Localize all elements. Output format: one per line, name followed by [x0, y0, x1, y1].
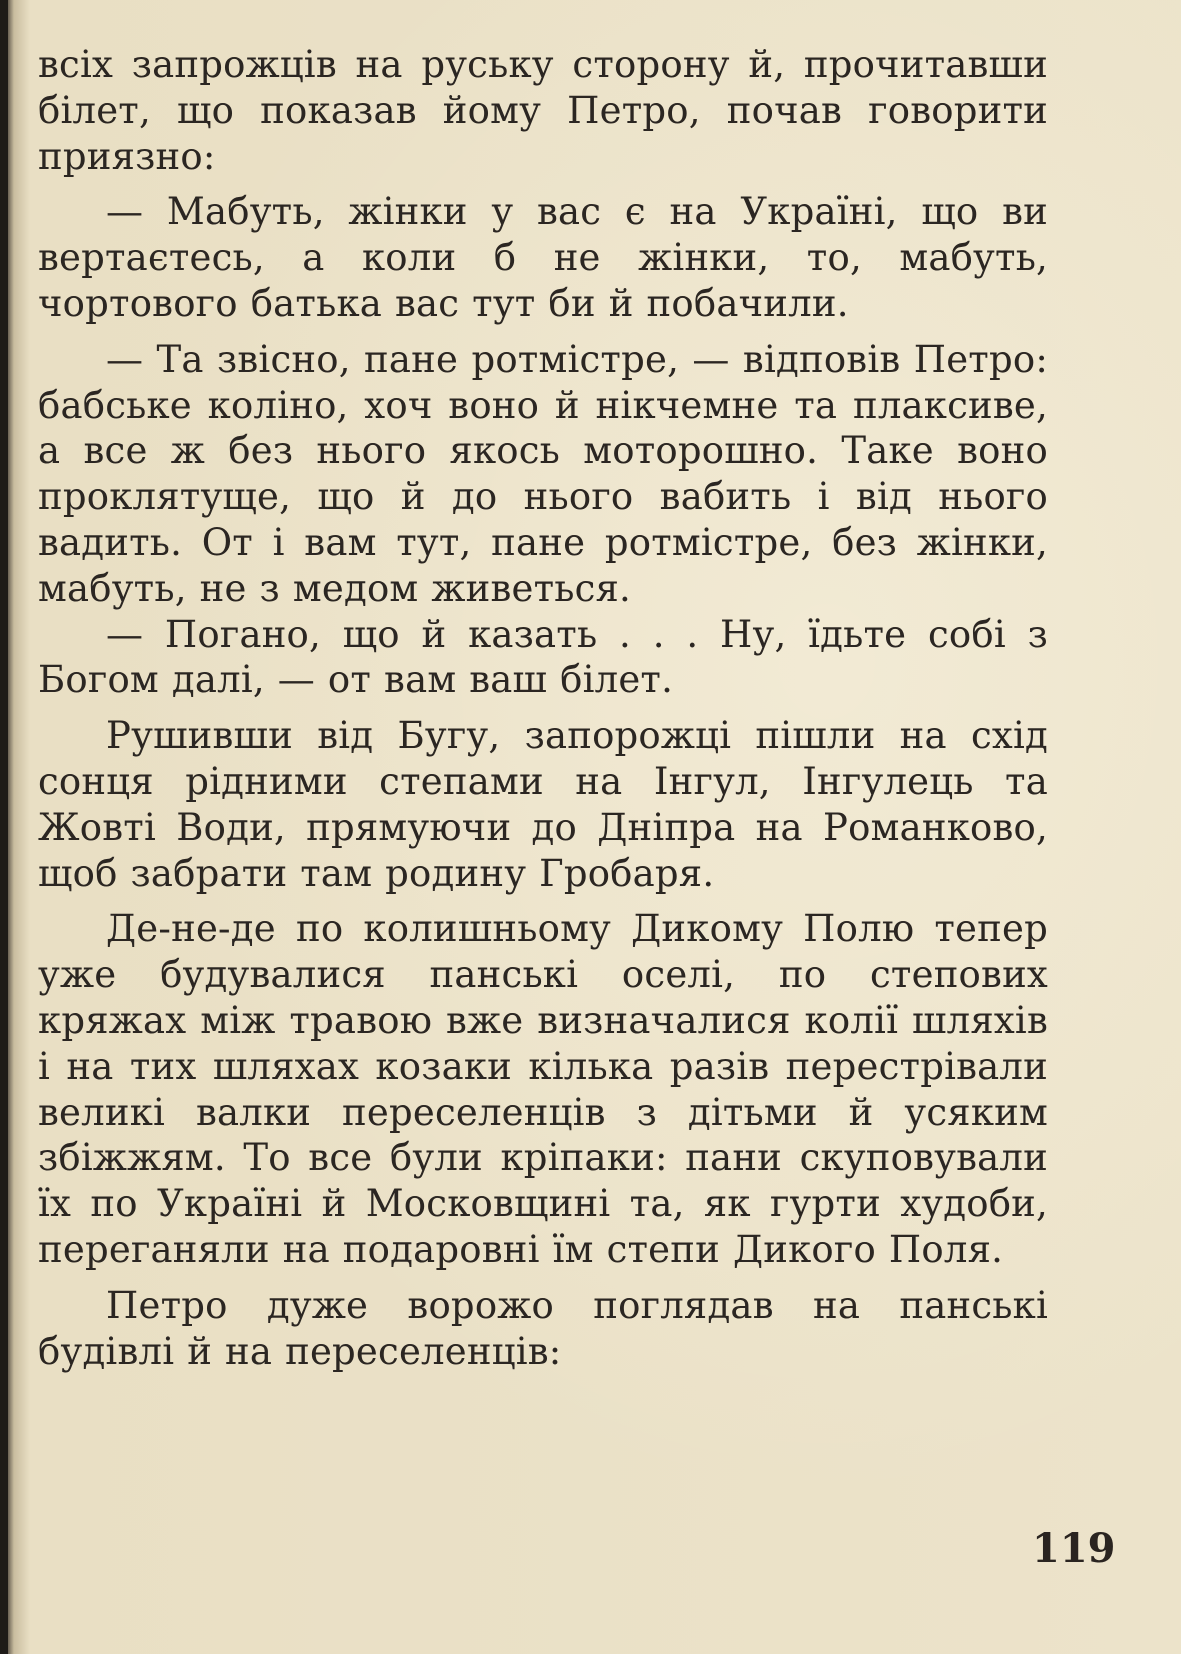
page-number: 119 [1032, 1525, 1116, 1572]
text-block [38, 42, 1048, 1374]
paragraph-narrative-3: Петро дуже ворожо поглядав на панські будівлі й на переселенців: [38, 1283, 1048, 1373]
book-spine-edge [0, 0, 8, 1654]
paragraph-continuation: всіх запрожців на руську сторону й, прочитавши білет, що показав йому Петро, почав говорити приязно: [38, 43, 1048, 178]
paragraph-dialogue-1: — Мабуть, жінки у вас є на Україні, що ви вертаєтесь, а коли б не жінки, то, мабуть, чортового батька вас тут би й побачили. [38, 190, 1048, 325]
paragraph-narrative-1: Рушивши від Бугу, запорожці пішли на схід сонця рідними степами на Інгул, Інгулець та Жовті Води, прямуючи до Дніпра на Романково, щоб забрати там родину Гробаря. [38, 714, 1048, 895]
paragraph-dialogue-3: — Погано, що й казать . . . Ну, їдьте собі з Богом далі, — от вам ваш білет. [38, 612, 1048, 702]
paragraph-dialogue-2: — Та звісно, пане ротмістре, — відповів Петро: бабське коліно, хоч воно й нікчемне та плаксиве, а все ж без нього якось моторошно. Таке воно проклятуще, що й до нього вабить і від нього вадить. От і вам тут, пане ротмістре, без жінки, мабуть, не з медом живеться. [38, 337, 1048, 610]
paragraph-narrative-2: Де-не-де по колишньому Дикому Полю тепер уже будувалися панські оселі, по степових кряжах між травою вже визначалися колії шляхів і на тих шляхах козаки кілька разів перестрівали великі валки переселенців з дітьми й усяким збіжжям. То все були кріпаки: пани скуповували їх по Україні й Московщині та, як гурти худоби, переганяли на подаровні їм степи Дикого Поля. [38, 907, 1048, 1271]
